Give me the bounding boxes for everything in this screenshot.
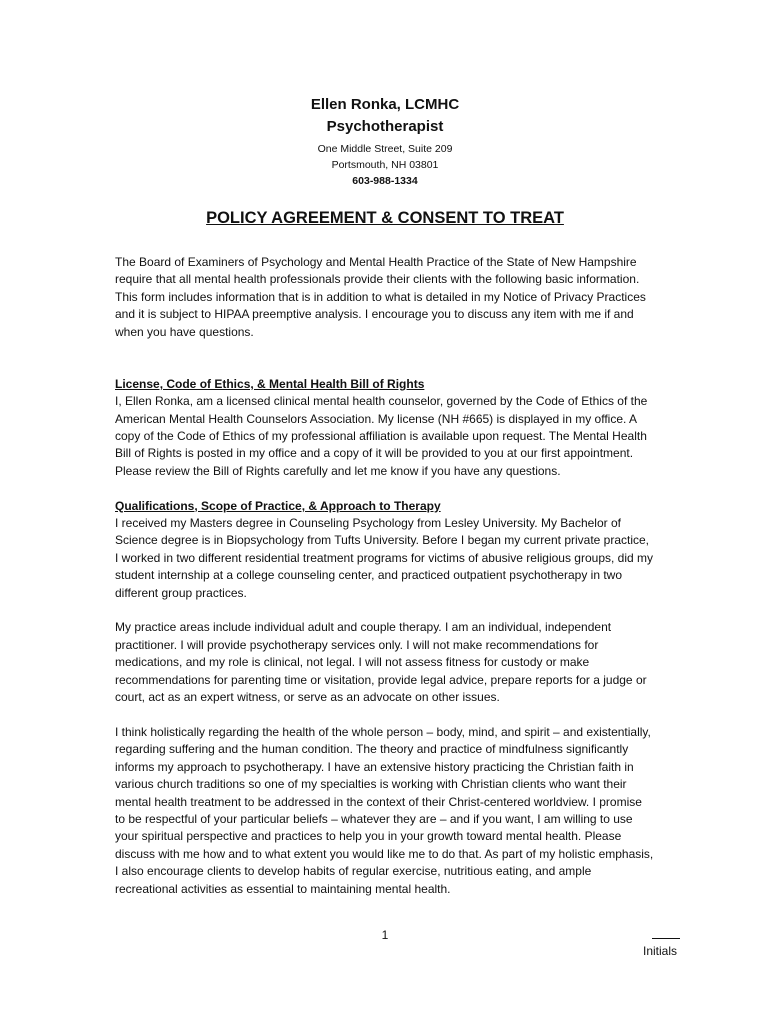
section-heading-qualifications: Qualifications, Scope of Practice, & Approach to Therapy xyxy=(115,498,441,513)
therapist-name: Ellen Ronka, LCMHC xyxy=(310,96,460,113)
address-line-2: Portsmouth, NH 03801 xyxy=(331,159,439,171)
document-title: POLICY AGREEMENT & CONSENT TO TREAT xyxy=(206,209,564,227)
initials-line[interactable] xyxy=(652,938,680,939)
initials-label: Initials xyxy=(643,944,678,958)
holistic-approach-paragraph: I think holistically regarding the health of the whole person – body, mind, and spirit – and existentially, regarding suffering and the human condition. The theory and practice of mindfulness significantly informs my approach to psychotherapy. I have an extensive history practicing the Christian faith in various church traditions so one of my specialties is working with Christian clients who want their mental health treatment to be addressed in the context of their Christ-centered worldview. I promise to be respectful of your particular beliefs – whatever they are – and if you want, I am willing to use your spiritual perspective and practices to help you in your growth toward mental health. Please discuss with me how and to what extent you would like me to do that. As part of my holistic emphasis, I also encourage clients to develop habits of regular exercise, nutritious eating, and ample recreational activities as essential to maintaining mental health. xyxy=(115,724,654,896)
practice-areas-paragraph: My practice areas include individual adult and couple therapy. I am an individual, independent practitioner. I will provide psychotherapy services only. I will not make recommendations for medications, and my role is clinical, not legal. I will not assess fitness for custody or make recommendations for parenting time or visitation, provide legal advice, prepare reports for a judge or court, act as an expert witness, or serve as an advocate on other issues. xyxy=(115,620,647,705)
document-body xyxy=(115,254,655,898)
license-paragraph: I, Ellen Ronka, am a licensed clinical mental health counselor, governed by the Code of Ethics of the American Mental Health Counselors Association. My license (NH #665) is displayed in my office. A copy of the Code of Ethics of my professional affiliation is available upon request. The Mental Health Bill of Rights is posted in my office and a copy of it will be provided to you at our first appointment. Please review the Bill of Rights carefully and let me know if you have any questions. xyxy=(115,394,648,478)
phone-number: 603-988-1334 xyxy=(352,175,418,187)
qualifications-paragraph: I received my Masters degree in Counseling Psychology from Lesley University. My Bachelor of Science degree is in Biopsychology from Tufts University. Before I began my current private practice, I worked in two different residential treatment programs for victims of abusive religious groups, did my student internship at a college counseling center, and practiced outpatient psychotherapy in two different group practices. xyxy=(115,516,654,600)
section-heading-license: License, Code of Ethics, & Mental Health Bill of Rights xyxy=(115,376,425,391)
address-line-1: One Middle Street, Suite 209 xyxy=(317,143,453,155)
page-number: 1 xyxy=(381,928,389,942)
intro-paragraph: The Board of Examiners of Psychology and Mental Health Practice of the State of New Hampshire require that all mental health professionals provide their clients with the following basic information. This form includes information that is in addition to what is detailed in my Notice of Privacy Practices and it is subject to HIPAA preemptive analysis. I encourage you to discuss any item with me if and when you have questions. xyxy=(115,255,646,339)
therapist-title: Psychotherapist xyxy=(326,118,444,135)
letterhead xyxy=(0,94,770,189)
